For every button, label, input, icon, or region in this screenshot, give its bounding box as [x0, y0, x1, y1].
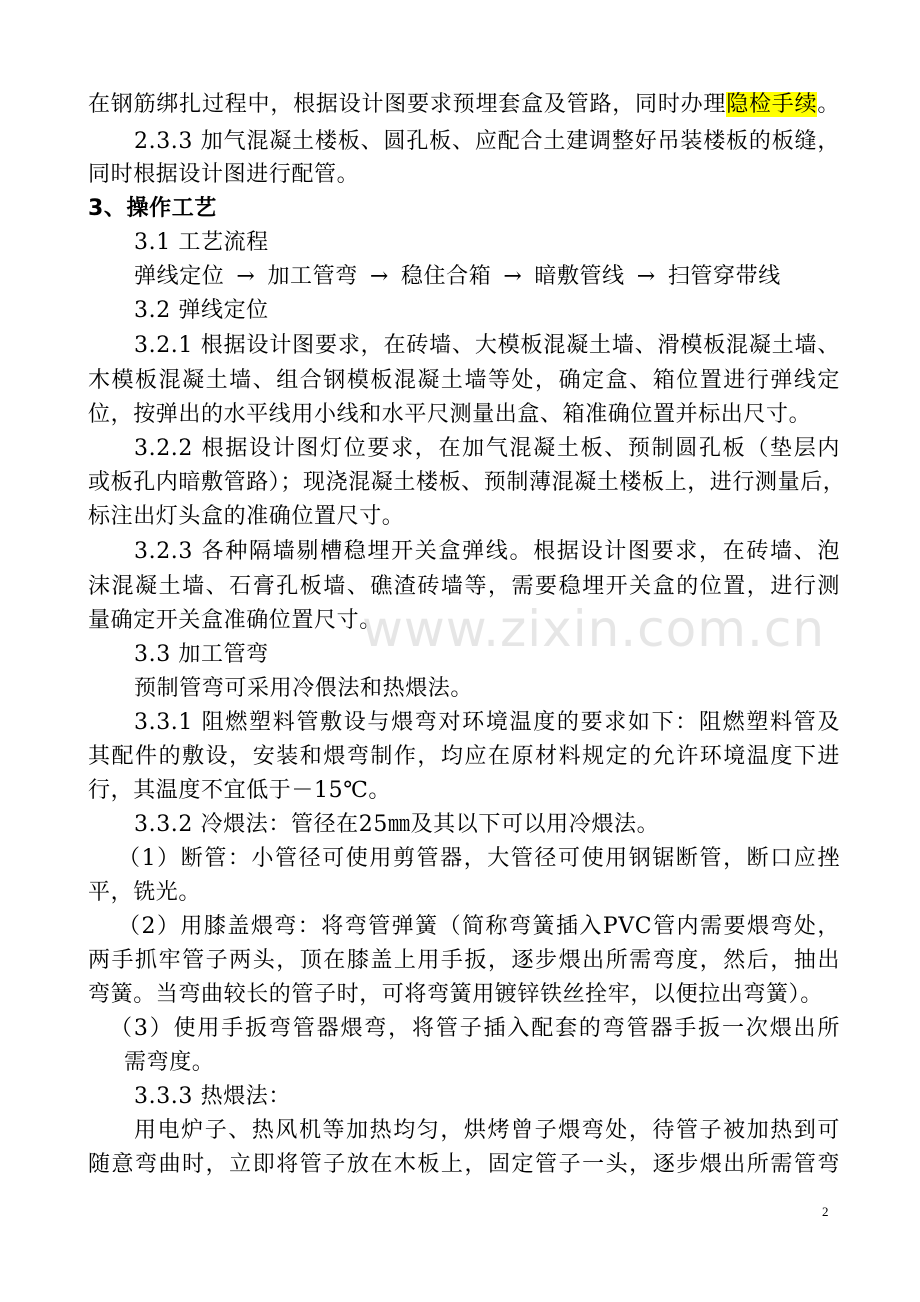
paragraph-line-16: 量确定开关盒准确位置尺寸。: [88, 608, 382, 633]
flow-step-1: 弹线定位: [134, 264, 225, 289]
paragraph-line-27: 弯簧。当弯曲较长的管子时，可将弯簧用镀锌铁丝拴牢，以便拉出弯簧）。: [88, 982, 823, 1007]
subsection-heading-3-1: 3.1 工艺流程: [134, 230, 269, 255]
paragraph-line-15: 沫混凝土墙、石膏孔板墙、礁渣砖墙等，需要稳埋开关盒的位置，进行测: [88, 574, 840, 599]
paragraph-line-23: （1）断管：小管径可使用剪管器，大管径可使用钢锯断管，断口应挫: [118, 846, 840, 871]
section-heading: 3、操作工艺: [88, 196, 217, 221]
paragraph-line-9: 木模板混凝土墙、组合钢模板混凝土墙等处，确定盒、箱位置进行弹线定: [88, 368, 840, 393]
paragraph-line-24: 平，铣光。: [88, 880, 202, 905]
paragraph-line-29: 需弯度。: [124, 1050, 215, 1075]
page-number: 2: [822, 1204, 829, 1219]
flow-arrow-icon: →: [636, 264, 656, 289]
paragraph-line-18: 预制管弯可采用冷偎法和热煨法。: [134, 676, 474, 701]
flow-arrow-icon: →: [369, 264, 389, 289]
paragraph-line-11: 3.2.2 根据设计图灯位要求，在加气混凝土板、预制圆孔板（垫层内: [134, 436, 840, 461]
paragraph-line-20: 其配件的敷设，安装和煨弯制作，均应在原材料规定的允许环境温度下进: [88, 744, 840, 769]
paragraph-line-19: 3.3.1 阻燃塑料管敷设与煨弯对环境温度的要求如下：阻燃塑料管及: [134, 710, 840, 735]
highlighted-text: 隐检手续: [726, 92, 818, 117]
watermark: www.zixin.com.cn: [362, 600, 826, 658]
paragraph-line-3: 同时根据设计图进行配管。: [88, 162, 360, 187]
flow-arrow-icon: →: [236, 264, 256, 289]
paragraph-line-32: 随意弯曲时，立即将管子放在木板上，固定管子一头，逐步煨出所需管弯: [88, 1152, 840, 1177]
paragraph-line-13: 标注出灯头盒的准确位置尺寸。: [88, 504, 405, 529]
paragraph-line-26: 两手抓牢管子两头，顶在膝盖上用手扳，逐步煨出所需弯度，然后，抽出: [88, 948, 840, 973]
paragraph-line-14: 3.2.3 各种隔墙剔槽稳埋开关盒弹线。根据设计图要求，在砖墙、泡: [134, 539, 840, 564]
flow-step-4: 暗敷管线: [534, 264, 625, 289]
subsection-heading-3-3: 3.3 加工管弯: [134, 642, 269, 667]
line-1-text: 在钢筋绑扎过程中，根据设计图要求预埋套盒及管路，同时办理: [88, 92, 727, 117]
line-1-end: 。: [817, 92, 840, 117]
paragraph-line-21: 行，其温度不宜低于－15℃。: [88, 778, 392, 803]
paragraph-line-12: 或板孔内暗敷管路）；现浇混凝土楼板、预制薄混凝土楼板上，进行测量后，: [88, 470, 846, 495]
flow-arrow-icon: →: [503, 264, 523, 289]
paragraph-line-2: 2.3.3 加气混凝土楼板、圆孔板、应配合土建调整好吊装楼板的板缝，: [134, 129, 840, 154]
paragraph-line-10: 位，按弹出的水平线用小线和水平尺测量出盒、箱准确位置并标出尺寸。: [88, 402, 812, 427]
flow-step-3: 稳住合箱: [400, 264, 492, 289]
subsection-heading-3-3-3: 3.3.3 热煨法：: [134, 1084, 291, 1109]
flow-step-5: 扫管穿带线: [667, 264, 781, 289]
subsection-heading-3-2: 3.2 弹线定位: [134, 298, 269, 323]
paragraph-line-31: 用电炉子、热风机等加热均匀，烘烤曾子煨弯处，待管子被加热到可: [134, 1118, 840, 1143]
process-flow: [134, 262, 781, 292]
flow-step-2: 加工管弯: [267, 264, 358, 289]
paragraph-line-28: （3）使用手扳弯管器煨弯，将管子插入配套的弯管器手扳一次煨出所: [110, 1016, 840, 1041]
paragraph-line-1: [88, 90, 840, 120]
paragraph-line-8: 3.2.1 根据设计图要求，在砖墙、大模板混凝土墙、滑模板混凝土墙、: [134, 333, 840, 358]
paragraph-line-22: 3.3.2 冷煨法：管径在25㎜及其以下可以用冷煨法。: [134, 812, 660, 837]
paragraph-line-25: （2）用膝盖煨弯：将弯管弹簧（简称弯簧插入PVC管内需要煨弯处，: [118, 914, 840, 939]
